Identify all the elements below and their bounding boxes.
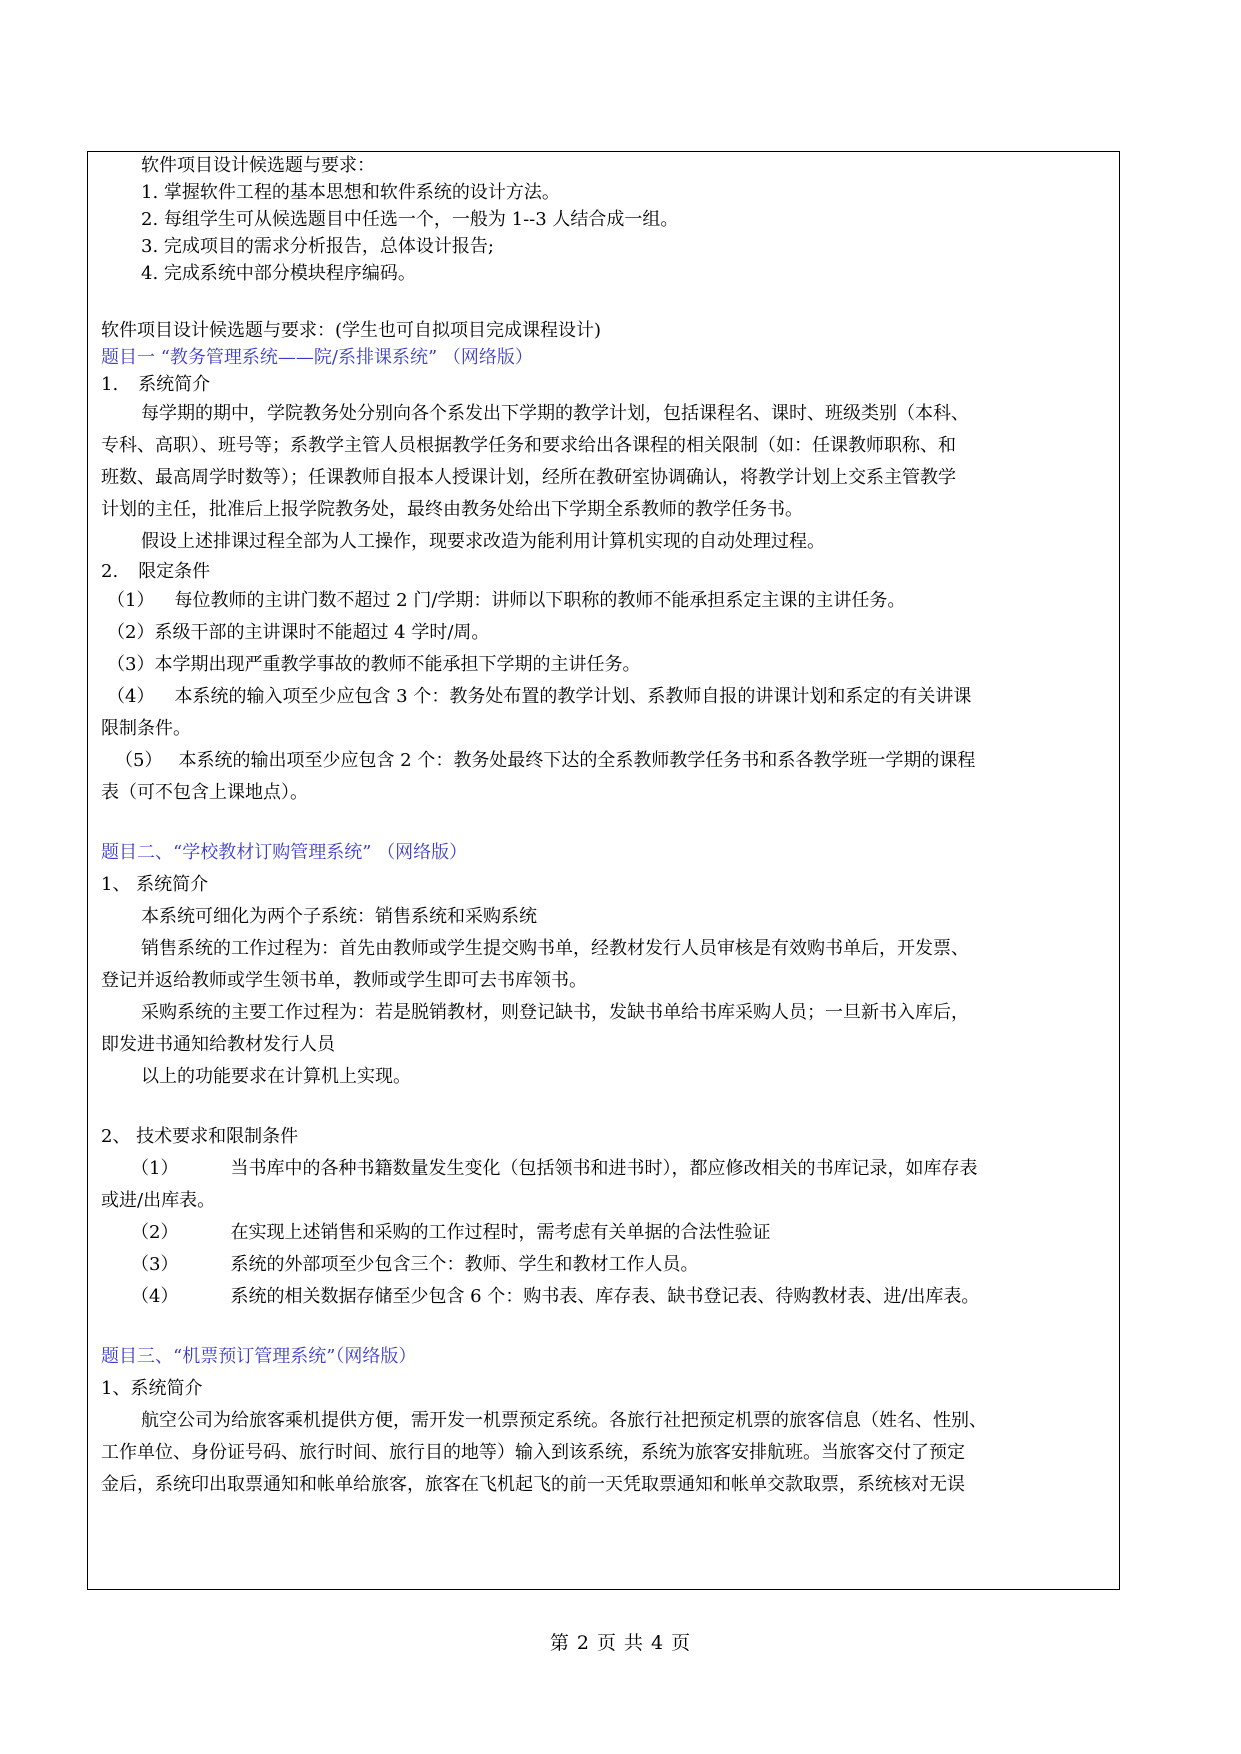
paragraph-line: 假设上述排课过程全部为人工操作，现要求改造为能利用计算机实现的自动处理过程。	[141, 531, 825, 552]
spacer	[101, 287, 1111, 317]
requirement-number: （1）	[131, 1158, 179, 1179]
topic2-subheading-2: 2、 技术要求和限制条件	[101, 1126, 299, 1147]
topic3-subheading-1: 1、系统简介	[101, 1378, 203, 1399]
subheading-number: 1.	[101, 374, 119, 395]
paragraph-line: 专科、高职）、班号等；系教学主管人员根据教学任务和要求给出各课程的相关限制（如：任课教师职称、和	[101, 435, 956, 456]
spacer	[101, 1093, 1111, 1121]
requirement-text: 在实现上述销售和采购的工作过程时，需考虑有关单据的合法性验证	[230, 1222, 771, 1243]
requirement-3	[101, 1249, 1111, 1281]
spacer	[101, 1313, 1111, 1341]
paragraph-line: 航空公司为给旅客乘机提供方便，需开发一机票预定系统。各旅行社把预定机票的旅客信息（姓名、性别、	[141, 1410, 987, 1431]
section-heading: 软件项目设计候选题与要求：(学生也可自拟项目完成课程设计)	[101, 320, 602, 341]
requirement-number: （2）	[131, 1222, 179, 1243]
requirement-2	[101, 1217, 1111, 1249]
topic1-subheading-2	[101, 558, 1111, 585]
paragraph-line: 登记并返给教师或学生领书单，教师或学生即可去书库领书。	[101, 970, 587, 991]
condition-5	[101, 745, 1111, 777]
paragraph-line: 计划的主任，批准后上报学院教务处，最终由教务处给出下学期全系教师的教学任务书。	[101, 499, 803, 520]
subheading-text: 系统简介	[138, 374, 211, 395]
condition-number: （1）	[107, 590, 155, 611]
paragraph-line: 每学期的期中，学院教务处分别向各个系发出下学期的教学计划，包括课程名、课时、班级类别（本科、	[141, 403, 969, 424]
requirement-number: （3）	[131, 1254, 179, 1275]
requirement-1	[101, 1153, 1111, 1185]
condition-text: 每位教师的主讲门数不超过 2 门/学期：讲师以下职称的教师不能承担系定主课的主讲任务。	[174, 590, 906, 611]
paragraph-line: 班数、最高周学时数等）；任课教师自报本人授课计划，经所在教研室协调确认，将教学计划上交系主管教学	[101, 467, 956, 488]
intro-item: 4. 完成系统中部分模块程序编码。	[141, 263, 416, 284]
paragraph-line: 即发进书通知给教材发行人员	[101, 1034, 335, 1055]
paragraph-line: 采购系统的主要工作过程为：若是脱销教材，则登记缺书，发缺书单给书库采购人员；一旦新书入库后，	[141, 1002, 969, 1023]
requirement-4	[101, 1281, 1111, 1313]
subheading-text: 限定条件	[138, 561, 211, 582]
paragraph-line: 工作单位、身份证号码、旅行时间、旅行目的地等）输入到该系统，系统为旅客安排航班。当旅客交付了预定	[101, 1442, 965, 1463]
intro-item: 2. 每组学生可从候选题目中任选一个，一般为 1--3 人结合成一组。	[141, 209, 679, 230]
condition-2: （2）系级干部的主讲课时不能超过 4 学时/周。	[107, 622, 490, 643]
condition-text: 本系统的输出项至少应包含 2 个：教务处最终下达的全系教师教学任务书和系各教学班一学期的课程	[178, 750, 976, 771]
spacer	[101, 809, 1111, 837]
topic1-title: 题目一 “教务管理系统——院/系排课系统” （网络版）	[101, 347, 533, 368]
requirement-1-continued: 或进/出库表。	[101, 1190, 216, 1211]
requirement-text: 系统的相关数据存储至少包含 6 个：购书表、库存表、缺书登记表、待购教材表、进/出库表。	[230, 1286, 980, 1307]
document-body	[101, 152, 1111, 1501]
page-number-footer: 第 2 页 共 4 页	[549, 1632, 692, 1654]
condition-4	[101, 681, 1111, 713]
condition-text: 本系统的输入项至少应包含 3 个：教务处布置的教学计划、系教师自报的讲课计划和系定的有关讲课	[174, 686, 972, 707]
condition-3: （3）本学期出现严重教学事故的教师不能承担下学期的主讲任务。	[107, 654, 641, 675]
topic3-title: 题目三、“机票预订管理系统”（网络版）	[101, 1346, 417, 1367]
paragraph-line: 金后，系统印出取票通知和帐单给旅客，旅客在飞机起飞的前一天凭取票通知和帐单交款取票，系统核对无误	[101, 1474, 965, 1495]
condition-number: （4）	[107, 686, 155, 707]
intro-item: 1. 掌握软件工程的基本思想和软件系统的设计方法。	[141, 182, 560, 203]
condition-5-continued: 表（可不包含上课地点）。	[101, 782, 308, 803]
requirement-number: （4）	[131, 1286, 179, 1307]
condition-1	[101, 585, 1111, 617]
requirement-text: 当书库中的各种书籍数量发生变化（包括领书和进书时），都应修改相关的书库记录，如库存表	[230, 1158, 978, 1179]
paragraph-line: 以上的功能要求在计算机上实现。	[141, 1066, 411, 1087]
requirement-text: 系统的外部项至少包含三个：教师、学生和教材工作人员。	[230, 1254, 699, 1275]
topic2-subheading-1: 1、 系统简介	[101, 874, 209, 895]
topic1-subheading-1	[101, 371, 1111, 398]
condition-4-continued: 限制条件。	[101, 718, 191, 739]
condition-number: （5）	[115, 750, 163, 771]
topic2-title: 题目二、“学校教材订购管理系统” （网络版）	[101, 842, 468, 863]
paragraph-line: 本系统可细化为两个子系统：销售系统和采购系统	[141, 906, 537, 927]
subheading-number: 2.	[101, 561, 119, 582]
intro-item: 3. 完成项目的需求分析报告，总体设计报告;	[141, 236, 494, 257]
paragraph-line: 销售系统的工作过程为：首先由教师或学生提交购书单，经教材发行人员审核是有效购书单后，开发票、	[141, 938, 969, 959]
intro-heading: 软件项目设计候选题与要求：	[141, 155, 375, 176]
